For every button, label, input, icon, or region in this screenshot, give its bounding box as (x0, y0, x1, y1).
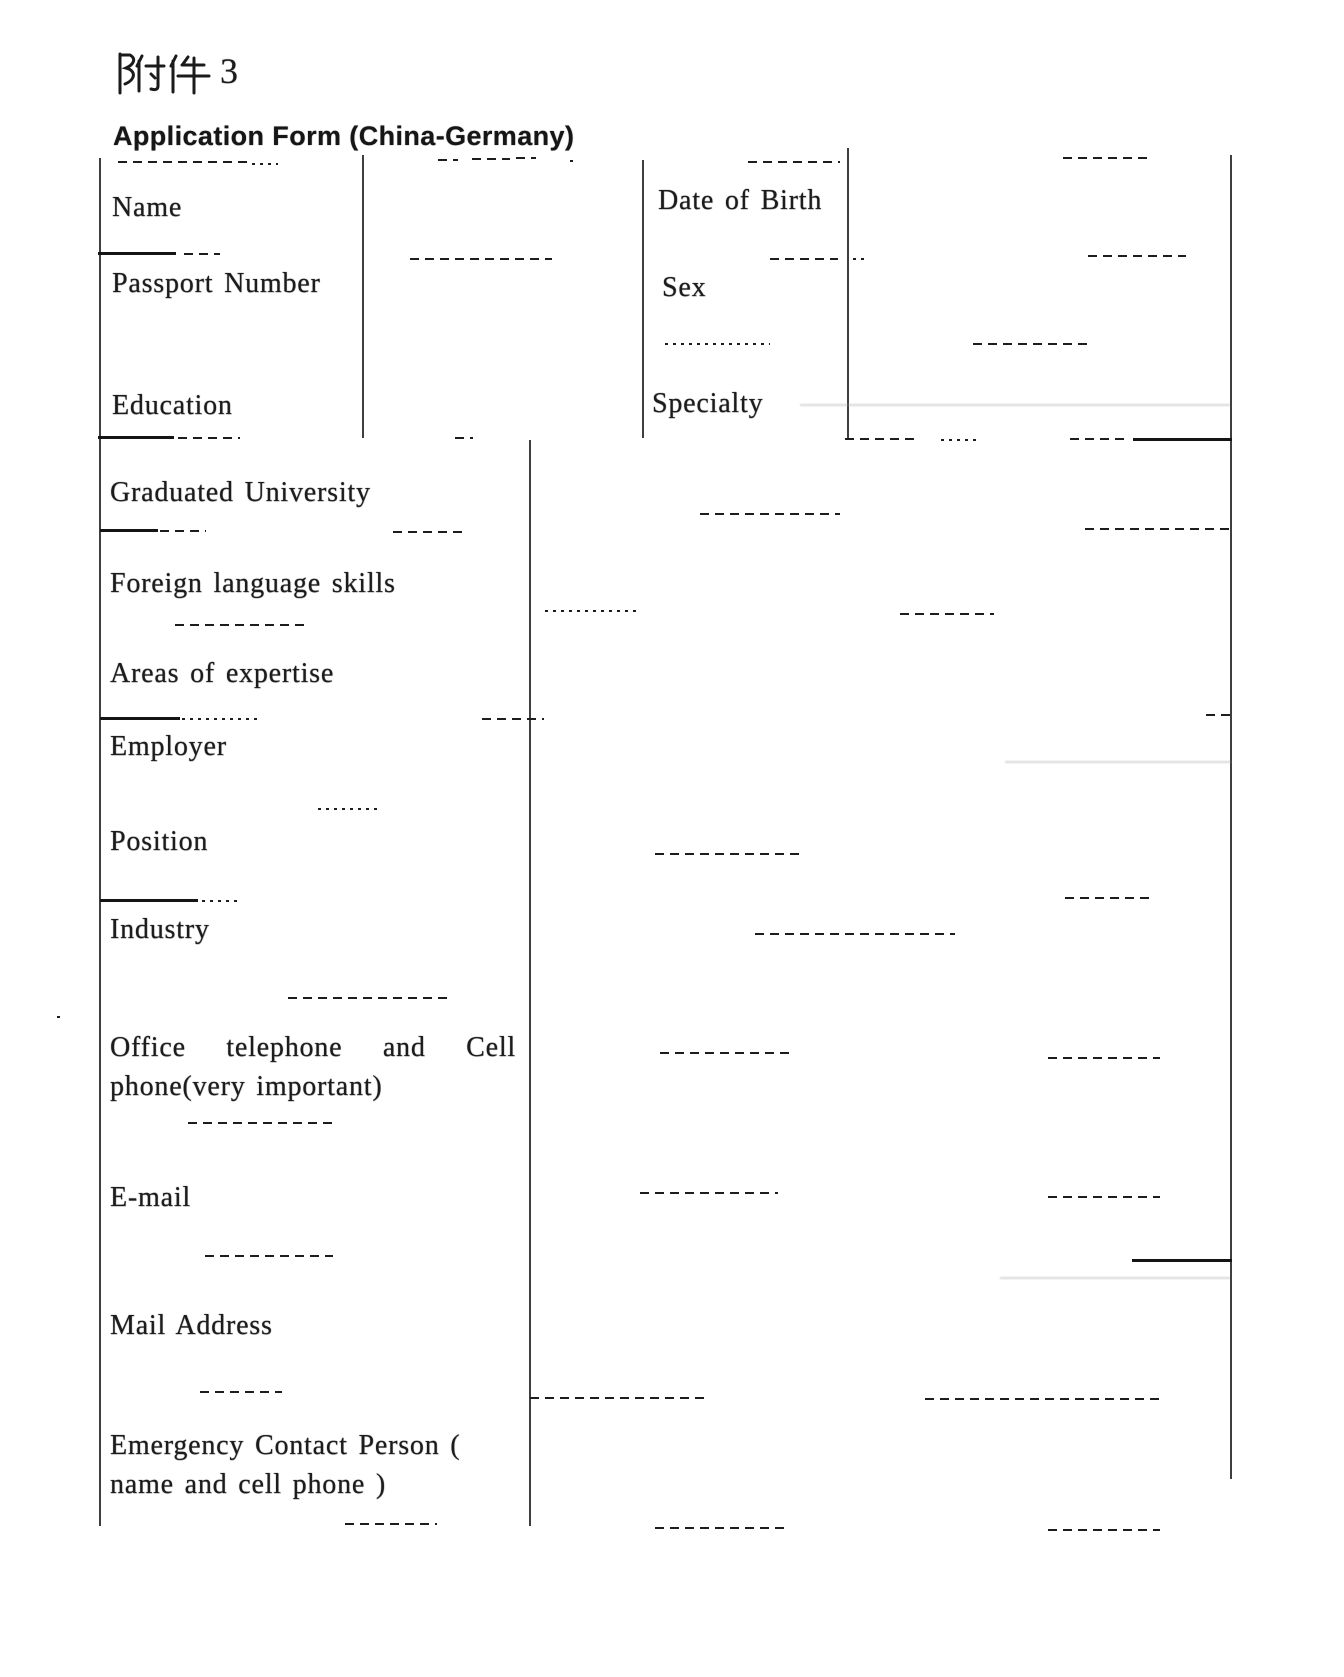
table-horizontal-rule-fragment (482, 718, 544, 720)
field-value-mail-address (535, 1260, 1227, 1388)
field-label-position: Position (110, 826, 209, 857)
field-label-sex: Sex (662, 272, 707, 303)
attachment-number: 3 (220, 51, 238, 91)
table-vertical-rule (642, 160, 644, 438)
table-horizontal-rule-fragment (973, 343, 1093, 345)
table-horizontal-rule-fragment (438, 159, 458, 161)
table-horizontal-rule-fragment (1048, 1529, 1160, 1531)
table-horizontal-rule-fragment (1132, 1259, 1232, 1262)
table-horizontal-rule-fragment (252, 163, 278, 165)
table-horizontal-rule-fragment (200, 1391, 282, 1393)
table-horizontal-rule-fragment (545, 610, 637, 612)
table-horizontal-rule-fragment (202, 900, 240, 902)
table-horizontal-rule-fragment (1005, 761, 1231, 763)
table-horizontal-rule-fragment (182, 718, 260, 720)
table-vertical-rule (362, 155, 364, 438)
table-horizontal-rule-fragment (288, 997, 452, 999)
field-label-date-of-birth: Date of Birth (658, 185, 823, 216)
table-horizontal-rule-fragment (1048, 1057, 1160, 1059)
field-value-foreign-language-skills (535, 535, 1227, 621)
table-horizontal-rule-fragment (118, 161, 248, 163)
table-vertical-rule (529, 440, 531, 1526)
table-horizontal-rule-fragment (318, 808, 380, 810)
table-horizontal-rule-fragment (184, 253, 220, 255)
table-horizontal-rule-fragment (98, 252, 176, 255)
field-value-industry (535, 905, 1227, 995)
field-label-graduated-university: Graduated University (110, 477, 371, 508)
field-value-emergency-contact-person (535, 1395, 1227, 1523)
table-horizontal-rule-fragment (1000, 1277, 1230, 1279)
attachment-cjk-glyphs (112, 48, 212, 98)
field-value-position (535, 812, 1227, 897)
table-horizontal-rule-fragment (770, 258, 838, 260)
field-value-areas-of-expertise (535, 625, 1227, 715)
table-horizontal-rule-fragment (941, 439, 981, 441)
table-vertical-rule (847, 148, 849, 438)
table-horizontal-rule-fragment (1048, 1196, 1160, 1198)
table-horizontal-rule-fragment (748, 161, 840, 163)
field-value-passport-number (368, 260, 638, 338)
table-horizontal-rule-fragment (516, 157, 536, 159)
table-horizontal-rule-fragment (393, 531, 465, 533)
field-label-education: Education (112, 390, 233, 421)
field-label-emergency-contact-person: Emergency Contact Person ( name and cell phone ) (110, 1430, 461, 1500)
field-label-foreign-language-skills: Foreign language skills (110, 568, 396, 599)
table-horizontal-rule-fragment (1063, 157, 1149, 159)
field-value-specialty (852, 348, 1227, 434)
field-value-sex (852, 260, 1227, 338)
table-horizontal-rule-fragment (655, 1527, 789, 1529)
table-horizontal-rule-fragment (410, 258, 552, 260)
table-horizontal-rule-fragment (1133, 438, 1232, 441)
table-horizontal-rule-fragment (178, 437, 240, 439)
table-horizontal-rule-fragment (853, 258, 867, 260)
table-horizontal-rule-fragment (640, 1192, 778, 1194)
table-horizontal-rule-fragment (845, 438, 917, 440)
field-label-industry: Industry (110, 914, 210, 945)
table-horizontal-rule-fragment (530, 1397, 704, 1399)
table-horizontal-rule-fragment (345, 1523, 437, 1525)
form-title: Application Form (China-Germany) (113, 121, 575, 151)
field-value-email (535, 1130, 1227, 1252)
table-horizontal-rule-fragment (700, 513, 840, 515)
table-horizontal-rule-fragment (57, 1016, 62, 1018)
table-horizontal-rule-fragment (665, 343, 770, 345)
table-horizontal-rule-fragment (100, 899, 198, 902)
table-horizontal-rule-fragment (1088, 255, 1186, 257)
table-horizontal-rule-fragment (472, 158, 510, 160)
field-label-specialty: Specialty (652, 388, 764, 419)
field-label-office-telephone-cell-phone: Office telephone and Cell phone(very important) (110, 1032, 516, 1102)
table-horizontal-rule-fragment (205, 1255, 333, 1257)
table-horizontal-rule-fragment (160, 530, 206, 532)
table-horizontal-rule-fragment (100, 529, 158, 532)
field-value-graduated-university (535, 443, 1227, 528)
table-horizontal-rule-fragment (175, 624, 305, 626)
field-label-email: E-mail (110, 1182, 191, 1213)
field-value-employer (535, 722, 1227, 807)
table-horizontal-rule-fragment (1085, 528, 1230, 530)
field-label-employer: Employer (110, 731, 227, 762)
field-value-office-telephone-cell-phone (535, 1000, 1227, 1120)
table-vertical-rule (99, 158, 101, 1526)
table-horizontal-rule-fragment (925, 1398, 1160, 1400)
table-horizontal-rule-fragment (900, 613, 994, 615)
field-label-passport-number: Passport Number (112, 268, 321, 299)
field-value-date-of-birth (852, 165, 1227, 250)
field-value-name (368, 165, 638, 250)
table-horizontal-rule-fragment (455, 437, 473, 439)
table-horizontal-rule-fragment (755, 933, 955, 935)
table-horizontal-rule-fragment (570, 160, 576, 162)
table-horizontal-rule-fragment (1065, 897, 1151, 899)
field-value-education (368, 348, 638, 434)
table-horizontal-rule-fragment (1206, 714, 1232, 716)
attachment-label (112, 48, 262, 100)
table-vertical-rule (1230, 155, 1232, 1479)
table-horizontal-rule-fragment (660, 1052, 790, 1054)
table-horizontal-rule-fragment (800, 404, 1230, 406)
table-horizontal-rule-fragment (655, 853, 803, 855)
field-label-mail-address: Mail Address (110, 1310, 273, 1341)
field-label-name: Name (112, 192, 183, 223)
table-horizontal-rule-fragment (188, 1122, 338, 1124)
field-label-areas-of-expertise: Areas of expertise (110, 658, 335, 689)
table-horizontal-rule-fragment (100, 717, 180, 720)
table-horizontal-rule-fragment (98, 436, 174, 439)
table-horizontal-rule-fragment (1070, 438, 1128, 440)
